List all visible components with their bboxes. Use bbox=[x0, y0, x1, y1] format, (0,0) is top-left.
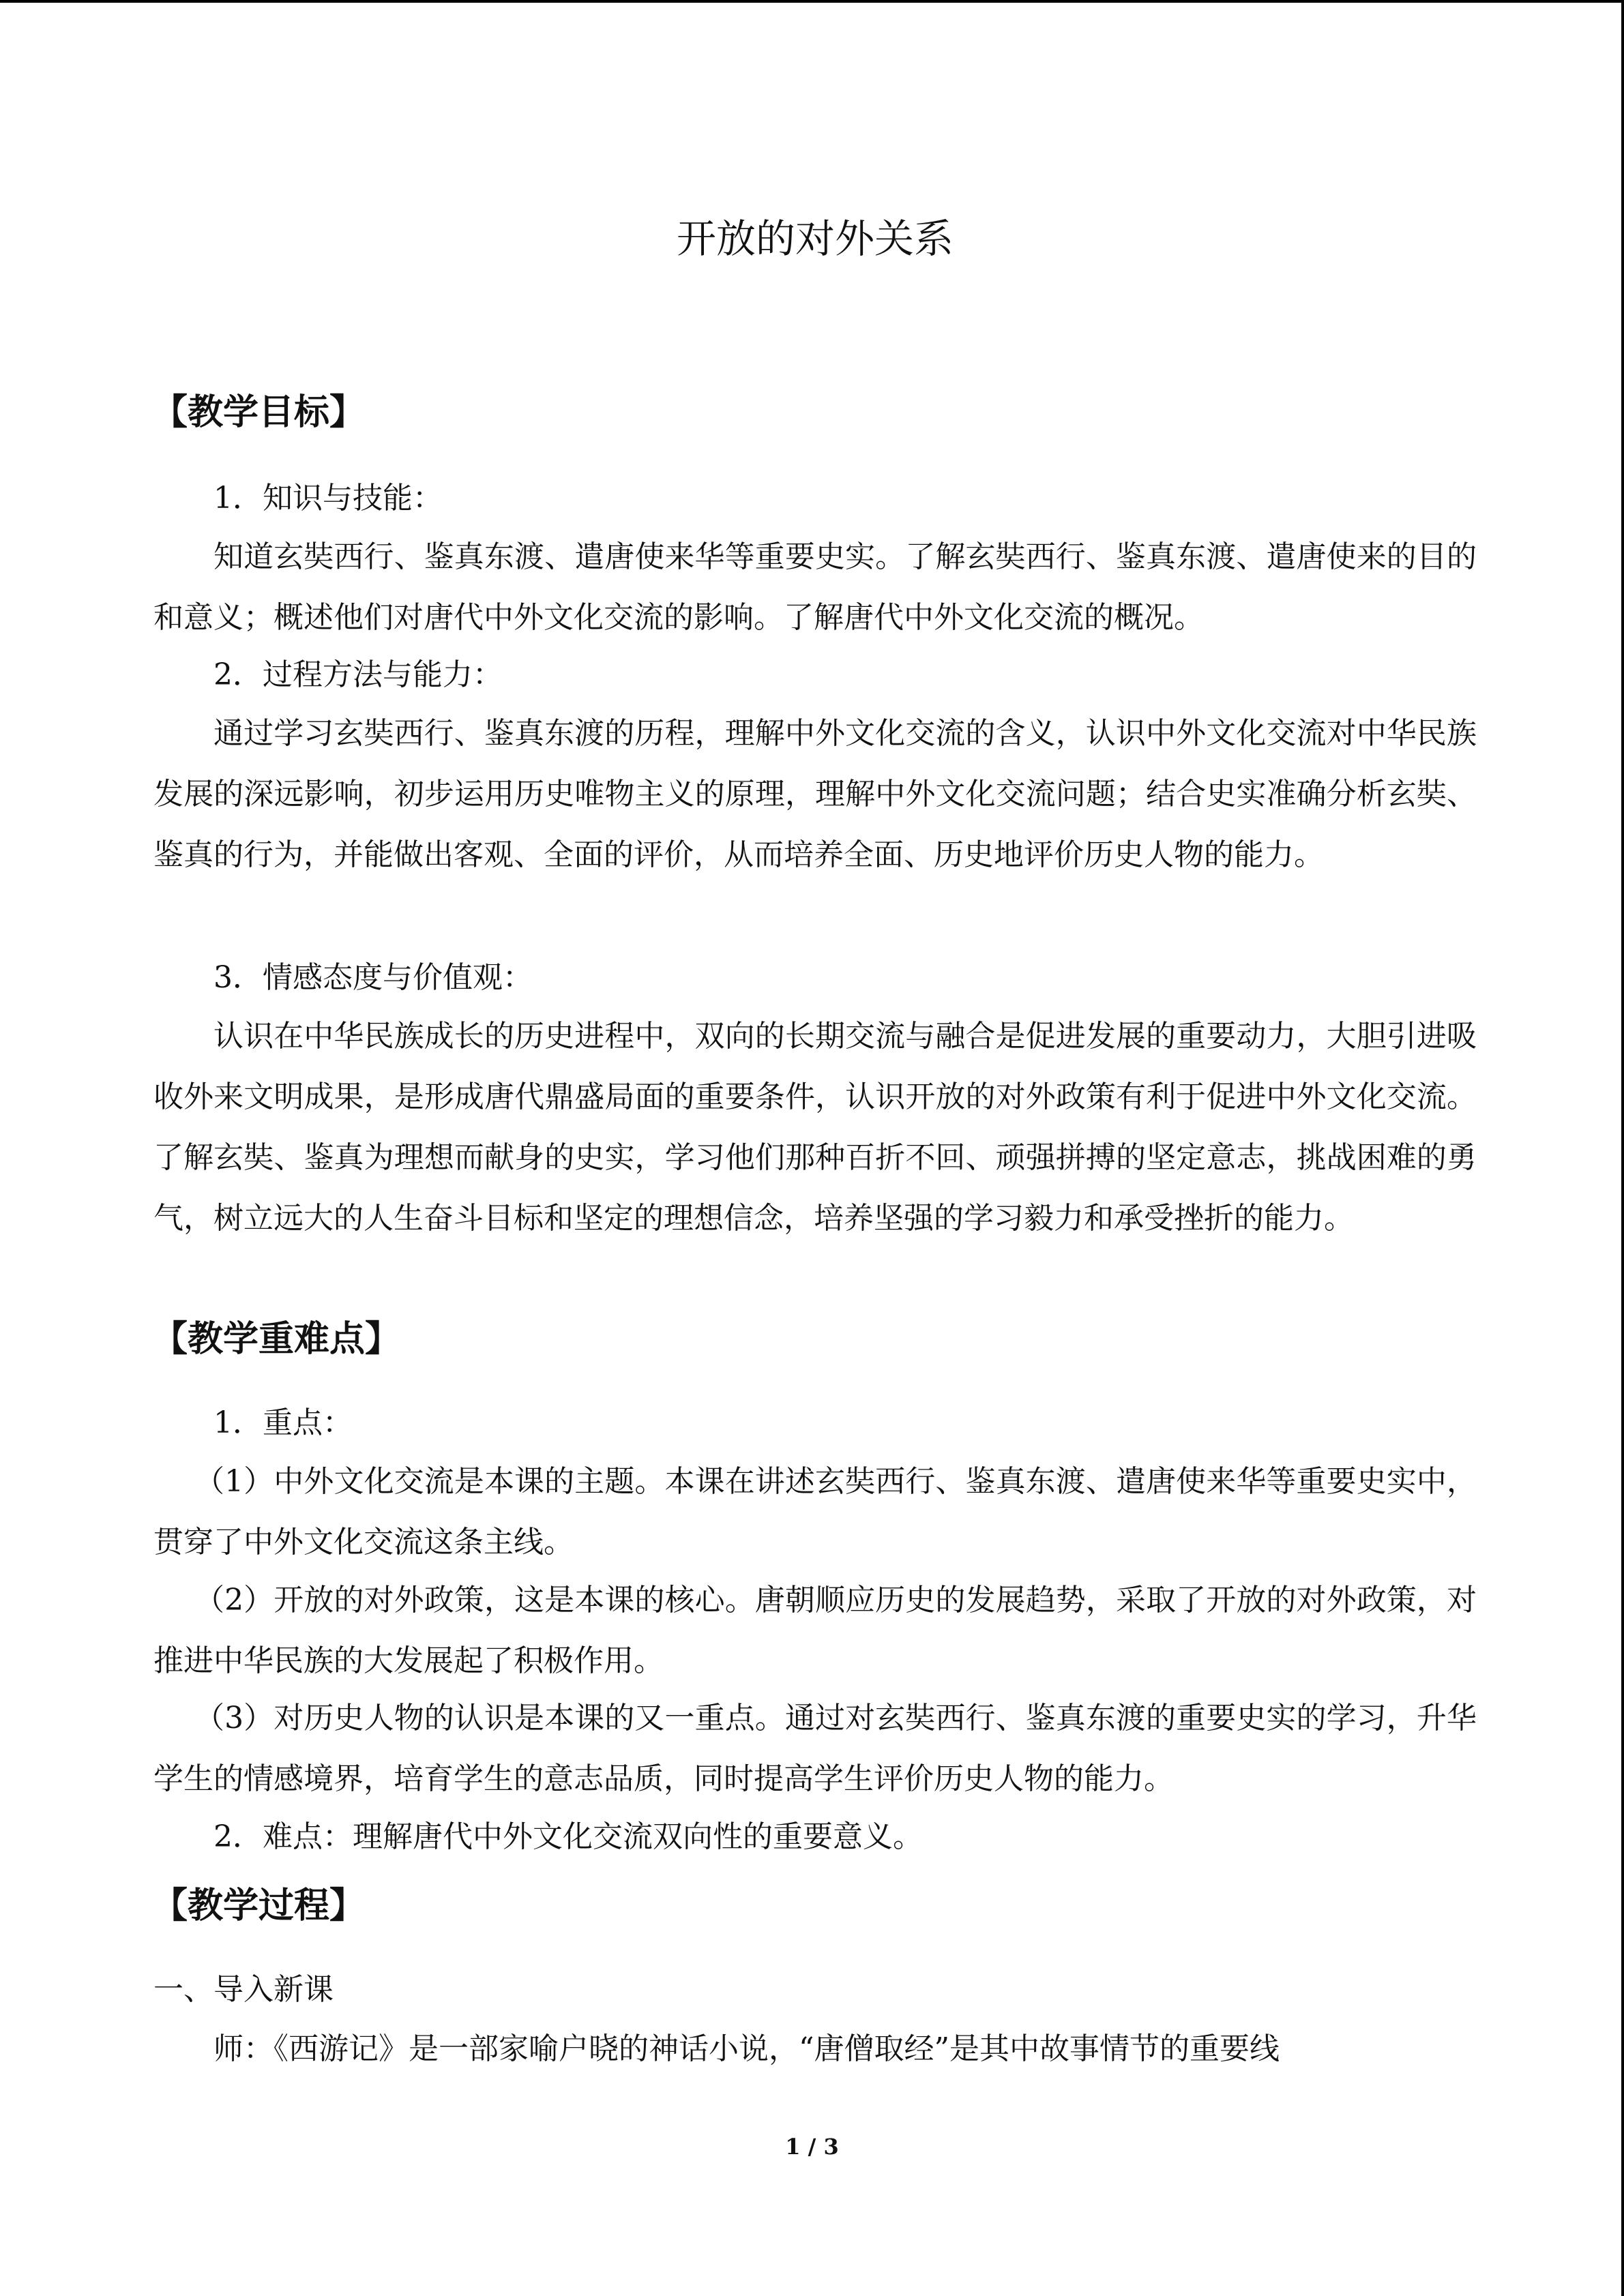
right-border-line bbox=[1621, 0, 1624, 2296]
key-points-item1-label: 1．重点： bbox=[213, 1405, 353, 1440]
goals-item3-text: 认识在中华民族成长的历史进程中，双向的长期交流与融合是促进发展的重要动力，大胆引进吸收外来文明成果，是形成唐代鼎盛局面的重要条件，认识开放的对外政策有利于促进中外文化交流。了解玄奘、鉴真为理想而献身的史实，学习他们那种百折不回、顽强拼搏的坚定意志，挑战困难的勇气，树立远大的人生奋斗目标和坚定的理想信念，培养坚强的学习毅力和承受挫折的能力。 bbox=[153, 1019, 1477, 1236]
key-point-1: （1）中外文化交流是本课的主题。本课在讲述玄奘西行、鉴真东渡、遣唐使来华等重要史实中，贯穿了中外文化交流这条主线。 bbox=[153, 1464, 1477, 1560]
difficult-point: 2．难点：理解唐代中外文化交流双向性的重要意义。 bbox=[213, 1819, 923, 1854]
key-point-2: （2）开放的对外政策，这是本课的核心。唐朝顺应历史的发展趋势，采取了开放的对外政策，对推进中华民族的大发展起了积极作用。 bbox=[153, 1583, 1477, 1678]
key-point-3: （3）对历史人物的认识是本课的又一重点。通过对玄奘西行、鉴真东渡的重要史实的学习，升华学生的情感境界，培育学生的意志品质，同时提高学生评价历史人物的能力。 bbox=[153, 1701, 1477, 1796]
document-title: 开放的对外关系 bbox=[676, 215, 954, 262]
process-subheading-intro: 一、导入新课 bbox=[153, 1972, 334, 2007]
goals-item1-text: 知道玄奘西行、鉴真东渡、遣唐使来华等重要史实。了解玄奘西行、鉴真东渡、遣唐使来的目的和意义；概述他们对唐代中外文化交流的影响。了解唐代中外文化交流的概况。 bbox=[153, 539, 1477, 635]
goals-item3-label: 3．情感态度与价值观： bbox=[213, 960, 533, 995]
process-intro-text: 师：《西游记》是一部家喻户晓的神话小说，“唐僧取经”是其中故事情节的重要线 bbox=[213, 2031, 1280, 2066]
goals-item2-text: 通过学习玄奘西行、鉴真东渡的历程，理解中外文化交流的含义，认识中外文化交流对中华民族发展的深远影响，初步运用历史唯物主义的原理，理解中外文化交流问题；结合史实准确分析玄奘、鉴真的行为，并能做出客观、全面的评价，从而培养全面、历史地评价历史人物的能力。 bbox=[153, 716, 1477, 872]
section-heading-key-points: 【教学重难点】 bbox=[152, 1319, 401, 1360]
goals-item2-label: 2．过程方法与能力： bbox=[213, 657, 503, 692]
goals-item1-label: 1．知识与技能： bbox=[213, 481, 443, 516]
top-border-line bbox=[0, 0, 1624, 3]
section-heading-process: 【教学过程】 bbox=[152, 1885, 366, 1926]
section-heading-goals: 【教学目标】 bbox=[152, 392, 366, 433]
page-number: 1 / 3 bbox=[785, 2134, 839, 2160]
